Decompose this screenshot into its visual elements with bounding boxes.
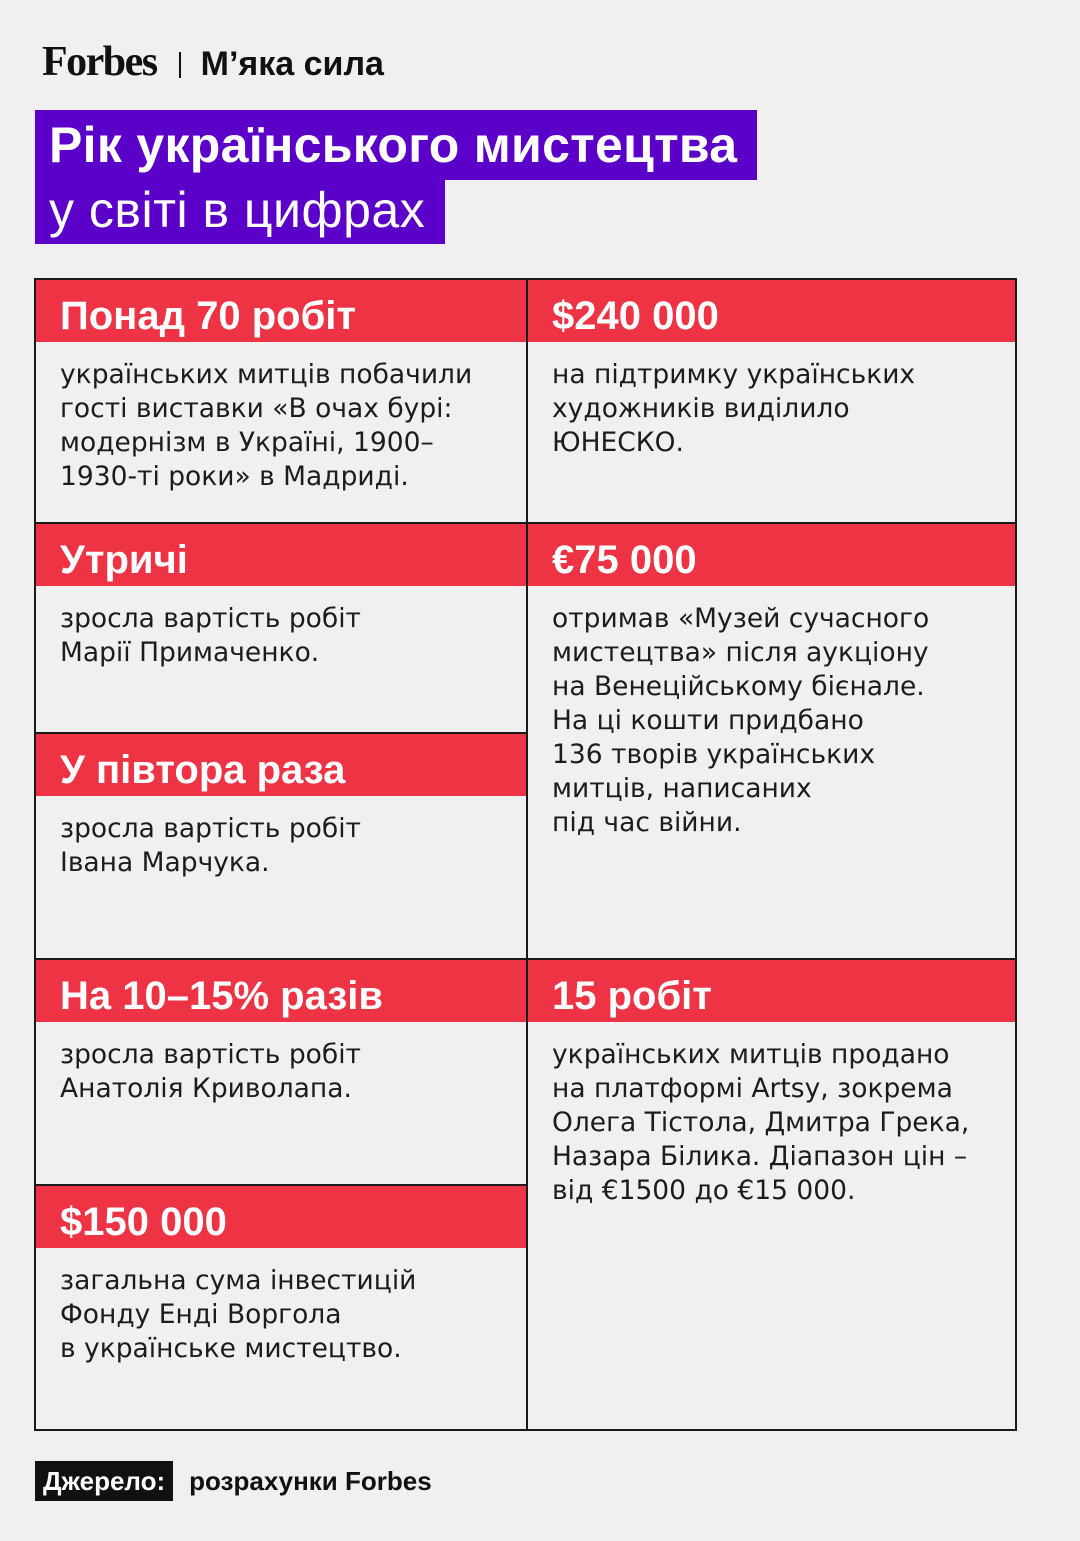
stat-card-heading: $240 000 — [528, 280, 1015, 342]
stat-card-heading: На 10–15% разів — [36, 960, 526, 1022]
source-label: Джерело: — [35, 1461, 173, 1501]
header — [42, 38, 384, 86]
source-footer — [35, 1461, 432, 1501]
stat-card-heading: $150 000 — [36, 1186, 526, 1248]
stat-card — [528, 524, 1015, 840]
stat-card-text: українських митців побачили гості виставки «В очах бурі: модернізм в Україні, 1900– 1930-ті роки» в Мадриді. — [60, 359, 473, 492]
stat-card — [528, 960, 1015, 1208]
forbes-logo: Forbes — [42, 39, 157, 85]
stat-card-heading: Понад 70 робіт — [36, 280, 526, 342]
stat-card — [36, 524, 526, 670]
stat-card-heading: 15 робіт — [528, 960, 1015, 1022]
stat-card-heading: Утричі — [36, 524, 526, 586]
stat-card — [36, 734, 526, 880]
source-text: розрахунки Forbes — [189, 1465, 432, 1496]
stat-card-text: зросла вартість робіт Анатолія Криволапа. — [60, 1039, 361, 1104]
stat-card — [528, 280, 1015, 460]
stat-card-text: українських митців продано на платформі Artsy, зокрема Олега Тістола, Дмитра Грека, Назара Білика. Діапазон цін – від €1500 до €15 000. — [552, 1039, 970, 1206]
stat-card — [36, 960, 526, 1106]
stat-card-text: загальна сума інвестицій Фонду Енді Воргола в українське мистецтво. — [60, 1265, 417, 1364]
main-title-line1: Рік українського мистецтва — [35, 110, 757, 180]
stat-card-text: на підтримку українських художників виділило ЮНЕСКО. — [552, 359, 916, 458]
stat-card — [36, 1186, 526, 1366]
stat-card — [36, 280, 526, 494]
section-title: М’яка сила — [200, 44, 384, 83]
stat-card-text: зросла вартість робіт Марії Примаченко. — [60, 603, 361, 668]
stat-card-heading: У півтора раза — [36, 734, 526, 796]
header-divider — [179, 52, 181, 78]
main-title-line2: у світі в цифрах — [35, 180, 445, 244]
stat-card-heading: €75 000 — [528, 524, 1015, 586]
stat-card-text: зросла вартість робіт Івана Марчука. — [60, 813, 361, 878]
stats-grid — [34, 278, 1017, 1431]
stat-card-text: отримав «Музей сучасного мистецтва» після аукціону на Венеційському бієнале. На ці кошти придбано 136 творів українських митців, написаних під час війни. — [552, 603, 930, 838]
